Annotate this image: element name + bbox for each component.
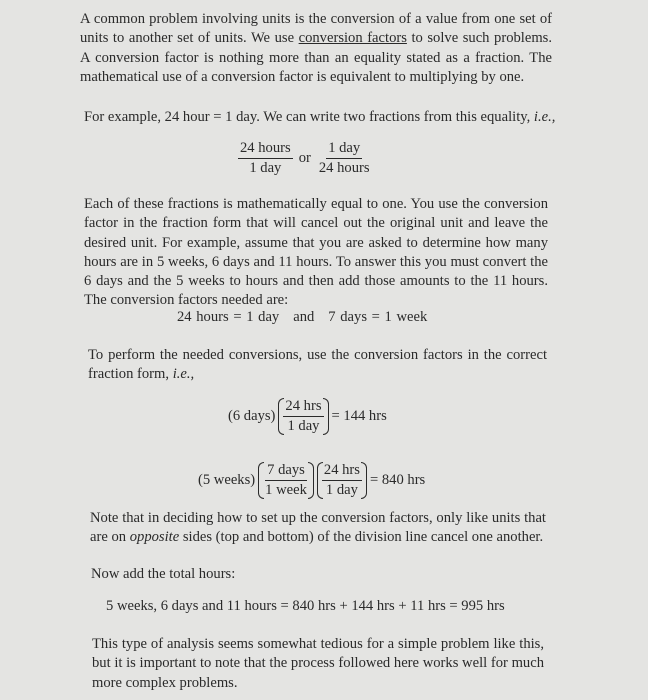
result: = 840 hrs [369,472,426,488]
intro-text-cont: to solve such problems. A conversion factor is nothing more than an equality stated as a fraction. The mathematical use of a conversion factor is equivalent to multiplying by one. [80,30,552,85]
paren-group [258,462,314,499]
explanation-paragraph: Each of these fractions is mathematically equal to one. You use the conversion factor in the fraction form that will cancel out the original unit and leave the desired unit. For example, assume that you are asked to determine how many hours are in 5 weeks, 6 days and 11 hours. To answer this you must convert the 6 days and the 5 weeks to hours and then add those amounts to the 11 hours. The conversion factors needed are: [84,196,548,309]
lhs: (6 days) [228,408,276,424]
fraction [322,462,362,499]
denominator: 1 day [325,482,358,498]
ie-abbrev: i.e., [533,109,556,125]
paren-group [278,398,328,435]
and-text: and [293,309,315,325]
conversion-factors-term: conversion factors [298,30,407,47]
ie-abbrev: i.e., [172,366,195,383]
factors-equation [177,309,427,326]
numerator: 7 days [265,462,307,481]
denominator: 1 day [249,160,282,176]
denominator: 24 hours [318,160,370,176]
now-add-text: Now add the total hours: [91,566,236,582]
perform-text: To perform the needed conversions, use the conversion factors in the correct fraction form, [88,347,547,383]
example-sentence [84,109,555,126]
numerator: 1 day [326,140,362,159]
intro-paragraph [80,10,552,87]
fraction [283,398,323,435]
opposite-emphasis: opposite [129,529,180,546]
note-text: Note that in deciding how to set up the conversion factors, only like units that are on [90,510,546,546]
intro-text: A common problem involving units is the conversion of a value from one set of units to another set of units. We use [80,11,552,47]
note-text-cont: sides (top and bottom) of the division line cancel one another. [179,529,544,546]
numerator: 24 hours [238,140,293,159]
paren-group [317,462,367,499]
lhs: (5 weeks) [198,472,256,488]
result: = 144 hrs [331,408,387,424]
example-text: For example, 24 hour = 1 day. We can write two fractions from this equality, [84,109,534,125]
or-text: or [298,150,311,166]
fraction-hours-per-day [238,140,293,177]
numerator: 24 hrs [283,398,323,417]
denominator: 1 week [265,482,307,498]
fraction-pair [238,140,372,177]
fraction-day-per-hours [317,140,372,177]
note-paragraph [90,509,546,548]
factor-days-week: 7 days = 1 week [328,309,428,325]
numerator: 24 hrs [322,462,362,481]
sum-equation: 5 weeks, 6 days and 11 hours = 840 hrs + 144 hrs + 11 hrs = 995 hrs [106,598,505,614]
denominator: 1 day [287,418,320,434]
closing-paragraph: This type of analysis seems somewhat tedious for a simple problem like this, but it is important to note that the process followed here works well for much more complex problems. [92,636,544,691]
perform-paragraph [88,346,547,385]
factor-hours-day: 24 hours = 1 day [177,309,280,325]
equation-weeks [198,462,425,499]
equation-days [228,398,387,435]
fraction [263,462,309,499]
